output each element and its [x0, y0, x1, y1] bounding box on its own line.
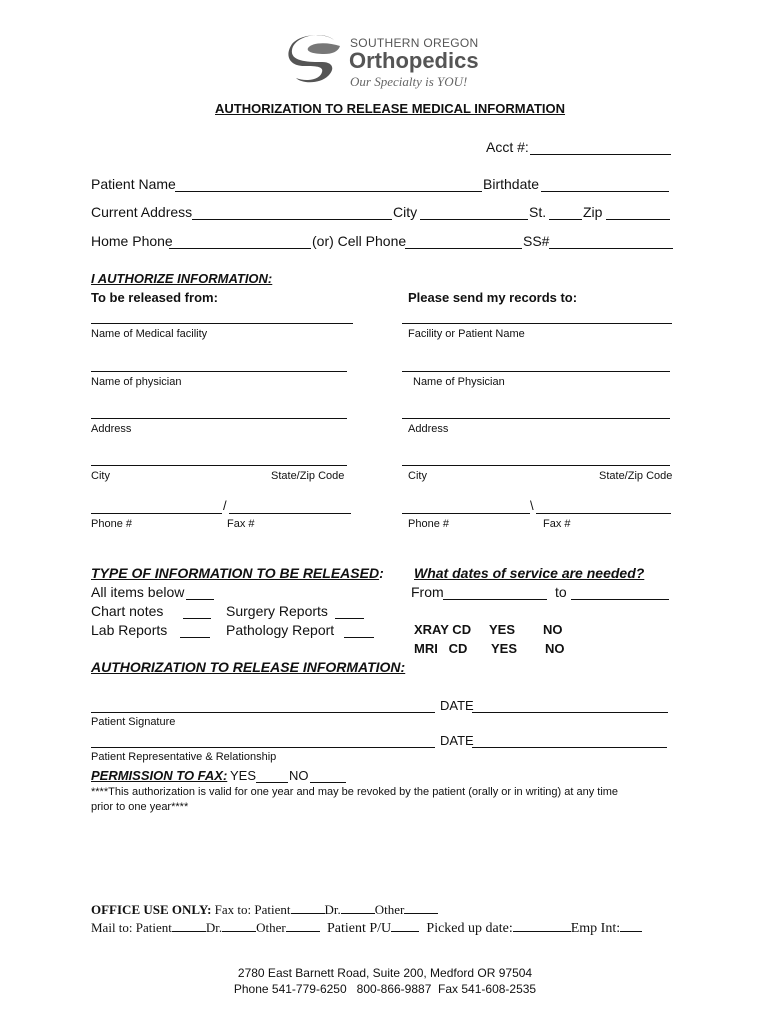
- cell-phone-field[interactable]: [405, 248, 522, 249]
- office-mail-patient: Patient: [135, 920, 172, 935]
- cell-phone-label: (or) Cell Phone: [312, 233, 407, 249]
- xray-cd-label: XRAY CD: [414, 622, 472, 637]
- office-mail-dr: Dr.: [205, 920, 223, 935]
- office-patient-pu-field[interactable]: [391, 920, 419, 932]
- representative-field[interactable]: [91, 747, 435, 748]
- send-to-label: Please send my records to:: [408, 290, 578, 305]
- address-field[interactable]: [192, 219, 392, 220]
- pathology-report-field[interactable]: [344, 637, 374, 638]
- fax-yes-label: YES: [230, 768, 257, 783]
- right-address-field[interactable]: [402, 418, 670, 419]
- left-physician-field[interactable]: [91, 371, 347, 372]
- office-fax-patient-field[interactable]: [291, 902, 325, 914]
- lab-reports-field[interactable]: [180, 637, 210, 638]
- right-city-field[interactable]: [402, 465, 670, 466]
- footer-phones: Phone 541-779-6250 800-866-9887 Fax 541-608-2535: [233, 982, 537, 996]
- home-phone-label: Home Phone: [91, 233, 173, 249]
- info-type-heading-text: TYPE OF INFORMATION TO BE RELEASED: [91, 565, 380, 581]
- right-state-zip-caption: State/Zip Code: [599, 470, 673, 482]
- all-items-field[interactable]: [186, 599, 214, 600]
- chart-notes-field[interactable]: [183, 618, 211, 619]
- left-phone-field[interactable]: [91, 513, 222, 514]
- validity-note-line2: prior to one year****: [91, 801, 189, 813]
- all-items-label: All items below: [91, 584, 185, 600]
- representative-caption: Patient Representative & Relationship: [91, 751, 277, 763]
- left-state-zip-caption: State/Zip Code: [271, 470, 345, 482]
- office-fax-other-field[interactable]: [404, 902, 438, 914]
- right-fax-caption: Fax #: [543, 518, 571, 530]
- logo-line1: SOUTHERN OREGON: [350, 36, 479, 50]
- info-type-heading-colon: :: [379, 565, 384, 581]
- dates-from-label: From: [411, 584, 444, 600]
- st-label: St.: [529, 204, 547, 220]
- right-facility-caption: Facility or Patient Name: [408, 328, 525, 340]
- right-phone-caption: Phone #: [408, 518, 449, 530]
- release-heading: AUTHORIZATION TO RELEASE INFORMATION:: [91, 659, 406, 675]
- left-city-caption: City: [91, 470, 110, 482]
- office-mail-to: Mail to:: [91, 920, 133, 935]
- chart-notes-label: Chart notes: [91, 603, 164, 619]
- right-physician-caption: Name of Physician: [413, 376, 505, 388]
- zip-label: Zip: [583, 204, 603, 220]
- logo-line2: Orthopedics: [349, 48, 479, 73]
- logo-swoosh-icon: [286, 32, 346, 88]
- left-fax-caption: Fax #: [227, 518, 255, 530]
- dates-to-label: to: [555, 584, 567, 600]
- office-use-row2: [91, 920, 642, 937]
- dates-heading: What dates of service are needed?: [414, 565, 645, 581]
- ss-label: SS#: [523, 233, 550, 249]
- pathology-report-label: Pathology Report: [226, 622, 335, 638]
- right-phone-field[interactable]: [402, 513, 530, 514]
- office-fax-other: Other: [374, 902, 405, 917]
- logo: [286, 32, 496, 90]
- office-fax-dr: Dr.: [324, 902, 341, 917]
- office-use-label: OFFICE USE ONLY:: [91, 902, 212, 917]
- right-fax-field[interactable]: [536, 513, 671, 514]
- fax-yes-field[interactable]: [256, 782, 288, 783]
- info-type-heading: [91, 565, 384, 581]
- xray-yes-option[interactable]: YES: [489, 622, 516, 637]
- office-use-row1: [91, 902, 438, 918]
- patient-name-field[interactable]: [175, 191, 482, 192]
- authorize-heading: I AUTHORIZE INFORMATION:: [91, 271, 273, 286]
- representative-date-field[interactable]: [472, 747, 667, 748]
- mri-no-option[interactable]: NO: [545, 641, 565, 656]
- right-facility-field[interactable]: [402, 323, 672, 324]
- left-slash: /: [223, 498, 227, 513]
- right-slash: \: [530, 498, 534, 513]
- dates-from-field[interactable]: [443, 599, 547, 600]
- right-physician-field[interactable]: [402, 371, 670, 372]
- st-field[interactable]: [549, 219, 582, 220]
- office-mail-dr-field[interactable]: [222, 920, 256, 932]
- office-mail-other: Other: [256, 920, 286, 935]
- page-title: AUTHORIZATION TO RELEASE MEDICAL INFORMATION: [215, 101, 566, 116]
- office-patient-pu: Patient P/U: [327, 921, 392, 936]
- acct-label: Acct #:: [486, 139, 529, 155]
- zip-field[interactable]: [606, 219, 670, 220]
- left-phone-caption: Phone #: [91, 518, 132, 530]
- office-emp-int: Emp Int:: [570, 921, 621, 936]
- birthdate-label: Birthdate: [483, 176, 540, 192]
- xray-no-option[interactable]: NO: [543, 622, 563, 637]
- office-mail-other-field[interactable]: [286, 920, 320, 932]
- left-city-field[interactable]: [91, 465, 347, 466]
- office-picked-up: Picked up date:: [426, 921, 513, 936]
- left-address-caption: Address: [91, 423, 132, 435]
- surgery-reports-label: Surgery Reports: [226, 603, 328, 619]
- patient-signature-field[interactable]: [91, 712, 435, 713]
- acct-field[interactable]: [530, 154, 671, 155]
- signature-date-label: DATE: [440, 698, 474, 713]
- city-label: City: [393, 204, 418, 220]
- left-facility-caption: Name of Medical facility: [91, 328, 208, 340]
- lab-reports-label: Lab Reports: [91, 622, 168, 638]
- fax-permission-label: PERMISSION TO FAX:: [91, 768, 228, 783]
- patient-signature-caption: Patient Signature: [91, 716, 176, 728]
- patient-name-label: Patient Name: [91, 176, 176, 192]
- ss-field[interactable]: [549, 248, 673, 249]
- office-fax-to: Fax to:: [214, 902, 252, 917]
- mri-yes-option[interactable]: YES: [491, 641, 518, 656]
- validity-note-line1: ****This authorization is valid for one year and may be revoked by the patient (orally or in writing) at any time: [91, 786, 619, 798]
- office-fax-dr-field[interactable]: [341, 902, 375, 914]
- office-emp-int-field[interactable]: [620, 920, 642, 932]
- release-from-label: To be released from:: [91, 290, 218, 305]
- birthdate-field[interactable]: [541, 191, 669, 192]
- logo-tagline: Our Specialty is YOU!: [350, 74, 468, 89]
- surgery-reports-field[interactable]: [335, 618, 364, 619]
- city-field[interactable]: [420, 219, 528, 220]
- left-physician-caption: Name of physician: [91, 376, 182, 388]
- left-fax-field[interactable]: [229, 513, 351, 514]
- address-label: Current Address: [91, 204, 193, 220]
- right-address-caption: Address: [408, 423, 449, 435]
- left-address-field[interactable]: [91, 418, 347, 419]
- office-mail-patient-field[interactable]: [172, 920, 206, 932]
- office-fax-patient: Patient: [254, 902, 291, 917]
- right-city-caption: City: [408, 470, 427, 482]
- dates-to-field[interactable]: [571, 599, 669, 600]
- mri-cd-label: MRI CD: [414, 641, 468, 656]
- office-picked-up-field[interactable]: [513, 920, 571, 932]
- fax-no-label: NO: [289, 768, 309, 783]
- fax-no-field[interactable]: [310, 782, 346, 783]
- home-phone-field[interactable]: [169, 248, 311, 249]
- signature-date-field[interactable]: [472, 712, 668, 713]
- representative-date-label: DATE: [440, 733, 474, 748]
- footer-address: 2780 East Barnett Road, Suite 200, Medford OR 97504: [237, 966, 533, 980]
- left-facility-field[interactable]: [91, 323, 353, 324]
